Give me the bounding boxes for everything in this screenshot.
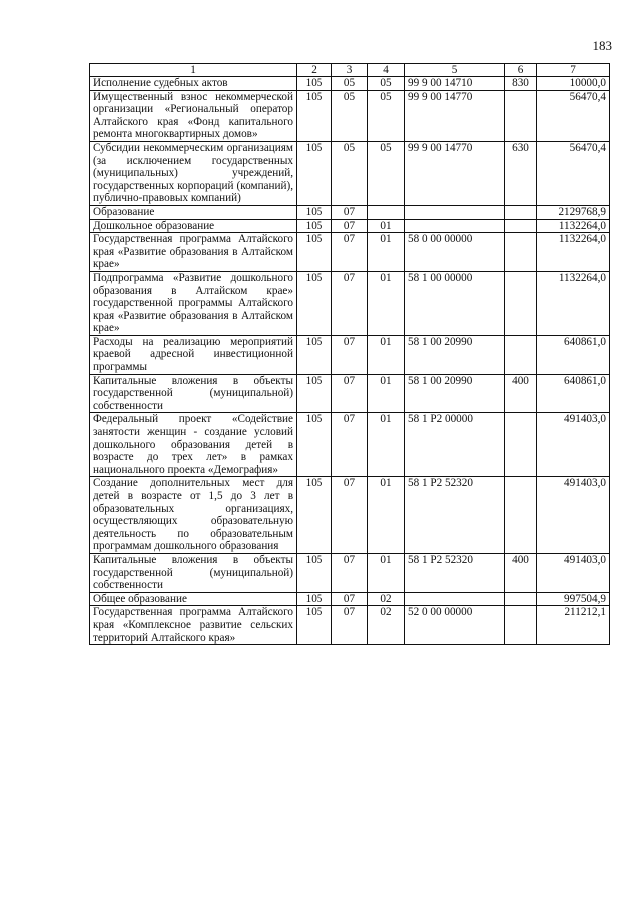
table-row <box>90 77 610 91</box>
row-code-ministry: 105 <box>297 413 332 477</box>
column-header: 6 <box>505 64 537 77</box>
row-name: Государственная программа Алтайского края «Развитие образования в Алтайском крае» <box>90 233 297 272</box>
row-amount: 211212,1 <box>537 606 610 645</box>
row-code-ministry: 105 <box>297 271 332 335</box>
table-row <box>90 335 610 374</box>
row-code-expense-type <box>505 592 537 606</box>
row-name: Государственная программа Алтайского края «Комплексное развитие сельских территорий Алтайского края» <box>90 606 297 645</box>
row-code-subsection: 01 <box>368 335 405 374</box>
table-row <box>90 271 610 335</box>
row-amount: 491403,0 <box>537 413 610 477</box>
row-code-section: 07 <box>332 592 368 606</box>
row-name: Капитальные вложения в объекты государственной (муниципальной) собственности <box>90 374 297 413</box>
row-code-expense-type <box>505 606 537 645</box>
row-code-subsection: 01 <box>368 219 405 233</box>
row-code-section: 07 <box>332 413 368 477</box>
row-code-subsection: 01 <box>368 553 405 592</box>
row-code-section: 05 <box>332 77 368 91</box>
row-code-subsection: 02 <box>368 606 405 645</box>
row-name: Создание дополнительных мест для детей в возрасте от 1,5 до 3 лет в образовательных организациях, осуществляющих образовательную деятельность по образовательным программам дошкольного образования <box>90 477 297 554</box>
row-code-subsection: 05 <box>368 90 405 141</box>
row-code-target: 58 1 P2 00000 <box>405 413 505 477</box>
table-row <box>90 90 610 141</box>
column-header: 5 <box>405 64 505 77</box>
row-code-subsection: 05 <box>368 77 405 91</box>
row-code-target <box>405 205 505 219</box>
row-code-target: 52 0 00 00000 <box>405 606 505 645</box>
row-amount: 2129768,9 <box>537 205 610 219</box>
row-code-subsection: 02 <box>368 592 405 606</box>
row-name: Федеральный проект «Содействие занятости женщин - создание условий дошкольного образования детей в возрасте до трех лет» в рамках национального проекта «Демография» <box>90 413 297 477</box>
row-code-target: 58 1 00 20990 <box>405 374 505 413</box>
row-amount: 56470,4 <box>537 90 610 141</box>
row-name: Имущественный взнос некоммерческой организации «Региональный оператор Алтайского края «Фонд капитального ремонта многоквартирных домов» <box>90 90 297 141</box>
row-code-subsection <box>368 205 405 219</box>
row-code-ministry: 105 <box>297 141 332 205</box>
row-name: Дошкольное образование <box>90 219 297 233</box>
row-code-expense-type <box>505 90 537 141</box>
row-code-expense-type <box>505 335 537 374</box>
row-code-target: 99 9 00 14710 <box>405 77 505 91</box>
row-code-ministry: 105 <box>297 90 332 141</box>
row-amount: 56470,4 <box>537 141 610 205</box>
table-row <box>90 205 610 219</box>
row-code-ministry: 105 <box>297 219 332 233</box>
row-code-ministry: 105 <box>297 374 332 413</box>
row-code-expense-type <box>505 219 537 233</box>
row-code-subsection: 01 <box>368 413 405 477</box>
row-code-expense-type: 400 <box>505 374 537 413</box>
table-row <box>90 592 610 606</box>
row-code-ministry: 105 <box>297 205 332 219</box>
row-code-subsection: 05 <box>368 141 405 205</box>
row-code-expense-type: 630 <box>505 141 537 205</box>
row-code-target: 58 1 P2 52320 <box>405 477 505 554</box>
row-code-ministry: 105 <box>297 77 332 91</box>
row-code-subsection: 01 <box>368 477 405 554</box>
row-amount: 1132264,0 <box>537 219 610 233</box>
row-code-target: 58 1 00 20990 <box>405 335 505 374</box>
table-row <box>90 553 610 592</box>
row-name: Расходы на реализацию мероприятий краевой адресной инвестиционной программы <box>90 335 297 374</box>
column-header: 7 <box>537 64 610 77</box>
row-code-target <box>405 592 505 606</box>
table-header-row <box>90 64 610 77</box>
table-row <box>90 477 610 554</box>
row-code-ministry: 105 <box>297 335 332 374</box>
row-code-ministry: 105 <box>297 553 332 592</box>
row-amount: 640861,0 <box>537 374 610 413</box>
row-code-section: 07 <box>332 374 368 413</box>
row-code-expense-type <box>505 477 537 554</box>
row-name: Капитальные вложения в объекты государственной (муниципальной) собственности <box>90 553 297 592</box>
row-code-subsection: 01 <box>368 271 405 335</box>
row-amount: 640861,0 <box>537 335 610 374</box>
row-code-section: 07 <box>332 553 368 592</box>
row-code-section: 07 <box>332 219 368 233</box>
row-code-section: 07 <box>332 335 368 374</box>
table-row <box>90 233 610 272</box>
row-amount: 1132264,0 <box>537 233 610 272</box>
row-code-expense-type <box>505 271 537 335</box>
column-header: 3 <box>332 64 368 77</box>
row-code-expense-type: 830 <box>505 77 537 91</box>
row-name: Подпрограмма «Развитие дошкольного образования в Алтайском крае» государственной программы Алтайского края «Развитие образования в Алтайском крае» <box>90 271 297 335</box>
column-header: 1 <box>90 64 297 77</box>
row-name: Субсидии некоммерческим организациям (за исключением государственных (муниципальных) учреждений, государственных корпораций (компаний), публично-правовых компаний) <box>90 141 297 205</box>
row-code-expense-type <box>505 413 537 477</box>
row-code-section: 07 <box>332 477 368 554</box>
row-amount: 10000,0 <box>537 77 610 91</box>
table-row <box>90 219 610 233</box>
row-code-target: 99 9 00 14770 <box>405 141 505 205</box>
row-code-section: 05 <box>332 141 368 205</box>
row-code-section: 07 <box>332 606 368 645</box>
table-row <box>90 413 610 477</box>
row-code-section: 05 <box>332 90 368 141</box>
budget-table <box>89 63 610 645</box>
row-name: Исполнение судебных актов <box>90 77 297 91</box>
row-code-ministry: 105 <box>297 477 332 554</box>
row-code-ministry: 105 <box>297 606 332 645</box>
row-amount: 491403,0 <box>537 477 610 554</box>
row-code-section: 07 <box>332 271 368 335</box>
row-code-subsection: 01 <box>368 374 405 413</box>
column-header: 4 <box>368 64 405 77</box>
row-code-target: 58 0 00 00000 <box>405 233 505 272</box>
column-header: 2 <box>297 64 332 77</box>
row-amount: 491403,0 <box>537 553 610 592</box>
row-code-expense-type <box>505 233 537 272</box>
row-code-target: 58 1 P2 52320 <box>405 553 505 592</box>
row-amount: 1132264,0 <box>537 271 610 335</box>
row-code-target: 99 9 00 14770 <box>405 90 505 141</box>
row-amount: 997504,9 <box>537 592 610 606</box>
page-number: 183 <box>592 38 612 53</box>
row-code-subsection: 01 <box>368 233 405 272</box>
row-code-section: 07 <box>332 205 368 219</box>
row-code-expense-type <box>505 205 537 219</box>
table-row <box>90 374 610 413</box>
row-code-expense-type: 400 <box>505 553 537 592</box>
row-code-target: 58 1 00 00000 <box>405 271 505 335</box>
table-row <box>90 606 610 645</box>
row-name: Общее образование <box>90 592 297 606</box>
row-name: Образование <box>90 205 297 219</box>
row-code-section: 07 <box>332 233 368 272</box>
row-code-ministry: 105 <box>297 592 332 606</box>
table-row <box>90 141 610 205</box>
row-code-target <box>405 219 505 233</box>
row-code-ministry: 105 <box>297 233 332 272</box>
